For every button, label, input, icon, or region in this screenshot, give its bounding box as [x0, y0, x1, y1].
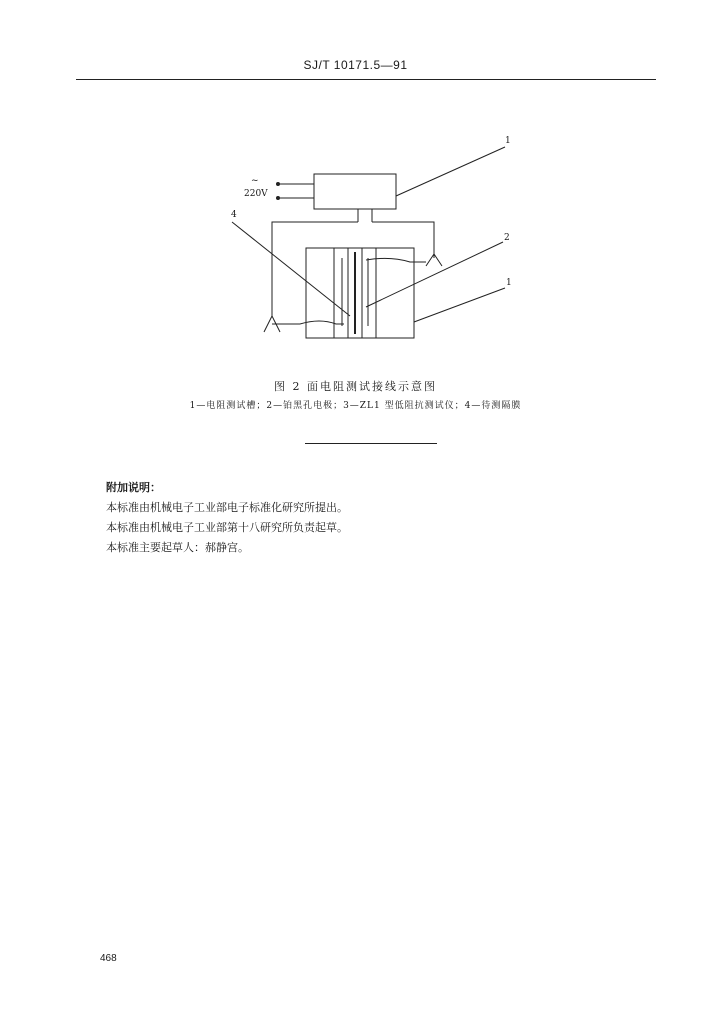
page-number: 468 — [100, 953, 117, 964]
callout-2: 2 — [504, 233, 510, 243]
figure-legend: 1—电阻测试槽；2—铂黑孔电极；3—ZL1 型低阻抗测试仪；4—待测隔膜 — [189, 401, 522, 411]
tester-box — [314, 174, 396, 209]
leader-4 — [232, 222, 350, 316]
callout-1-cell: 1 — [506, 278, 512, 288]
callout-1-top: 1 — [505, 136, 511, 146]
page-header-standard-number: SJ/T 10171.5—91 — [303, 58, 408, 72]
figure-caption: 图 2 面电阻测试接线示意图 — [274, 380, 437, 393]
section-separator — [305, 443, 437, 444]
power-terminal-top — [276, 182, 280, 186]
right-clip-wire — [366, 258, 426, 262]
power-voltage-label: 220V — [244, 189, 268, 199]
additional-notes — [106, 478, 626, 558]
test-cell — [306, 248, 414, 338]
wiring-diagram — [0, 0, 711, 360]
leader-1-top — [396, 147, 505, 196]
left-clip-wire — [300, 321, 344, 324]
callout-4: 4 — [231, 210, 237, 220]
right-lead — [372, 222, 434, 258]
notes-line: 本标准由机械电子工业部第十八研究所负责起草。 — [106, 521, 348, 534]
left-lead — [272, 222, 358, 316]
notes-heading: 附加说明： — [106, 481, 161, 494]
power-terminal-bottom — [276, 196, 280, 200]
notes-line: 本标准由机械电子工业部电子标准化研究所提出。 — [106, 501, 348, 514]
leader-1-cell — [414, 288, 505, 322]
power-tilde-label: ~ — [251, 176, 259, 186]
notes-line: 本标准主要起草人：郝静宫。 — [106, 541, 249, 554]
wiring-diagram-svg — [0, 0, 711, 360]
